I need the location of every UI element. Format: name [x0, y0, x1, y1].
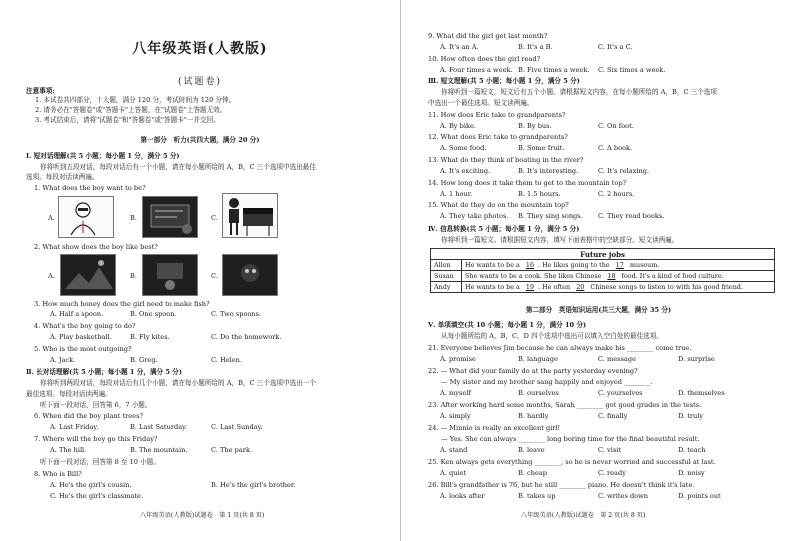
section5-heading: Ⅴ. 单项填空(共 10 小题；每小题 1 分，满分 10 分): [428, 321, 587, 329]
row-content: [462, 271, 775, 282]
section1-heading: Ⅰ. 短对话理解(共 5 小题；每小题 1 分，满分 5 分): [26, 152, 180, 160]
q1-option-c: C.: [211, 214, 218, 222]
q5-option-a: A. Jack.: [50, 356, 76, 364]
future-jobs-table: [430, 248, 775, 293]
blank-20[interactable]: 20: [576, 283, 585, 291]
q4-option-a: A. Play basketball.: [50, 333, 112, 341]
row-text: museum.: [629, 261, 660, 269]
note-2: 2. 请务必在"答题卷"或"答题卡"上答题，在"试题卷"上答题无效。: [35, 106, 227, 114]
q4-option-b: B. Fly kites.: [130, 333, 170, 341]
notes-heading: 注意事项:: [26, 87, 55, 95]
note-1: 1. 本试卷共四部分，十大题，满分 120 分，考试时间为 120 分钟。: [35, 96, 236, 104]
section2-heading: Ⅱ. 长对话理解(共 5 小题；每小题 1 分，满分 5 分): [26, 368, 183, 376]
q9-option-c: C. It's a C.: [598, 43, 633, 51]
question-6: 6. When did the boy plant trees?: [34, 412, 143, 420]
q22-option-c: C. yourselves: [598, 389, 643, 397]
q23-option-c: C. finally: [598, 412, 628, 420]
q15-option-a: A. They take photos.: [440, 212, 509, 220]
q24-option-c: C. visit: [598, 446, 621, 454]
q24-option-a: A. stand: [440, 446, 468, 454]
q2-image-c: [222, 254, 278, 296]
section4-heading: Ⅳ. 信息转换(共 5 小题；每小题 1 分，满分 5 分): [428, 225, 580, 233]
q26-option-d: D. points out: [678, 492, 721, 500]
q5-option-b: B. Greg.: [130, 356, 158, 364]
q3-option-a: A. Half a spoon.: [50, 310, 104, 318]
q12-option-b: B. Some fruit.: [518, 144, 565, 152]
question-1: 1. What does the boy want to be?: [34, 184, 146, 192]
part1-heading: 第一部分 听力(共四大题，满分 20 分): [140, 136, 260, 144]
section1-instruction-cont: 选项。每段对话读两遍。: [26, 173, 99, 181]
q8-option-a: A. He's the girl's cousin.: [50, 481, 132, 489]
q23-option-d: D. truly: [678, 412, 704, 420]
table-row: [431, 282, 775, 293]
q7-option-b: B. The mountain.: [130, 446, 188, 454]
q24-option-b: B. leave: [518, 446, 545, 454]
q2-image-b: [142, 254, 198, 296]
section2-instruction: 你将听到两段对话，每段对话后有几个小题，请在每小题所给的 A，B，C 三个选项中选出一个: [40, 379, 316, 387]
q22-option-b: B. ourselves: [518, 389, 559, 397]
q13-option-b: B. It's interesting.: [518, 167, 579, 175]
q26-option-b: B. takes up: [518, 492, 556, 500]
q2-option-c: C.: [211, 272, 218, 280]
question-25: 25. Ken always gets everything ________, so he is never worried and successful at last.: [428, 458, 716, 466]
row-text: He wants to be a: [465, 283, 520, 291]
question-11: 11. How does Eric take to grandparents?: [428, 111, 566, 119]
question-14: 14. How long does it take them to get to the mountain top?: [428, 179, 627, 187]
q6-option-c: C. Last Sunday.: [211, 423, 263, 431]
row-text: Chinese songs to listen to with his good friend.: [590, 283, 743, 291]
blank-17[interactable]: 17: [615, 261, 624, 269]
question-10: 10. How often does the girl read?: [428, 55, 541, 63]
q10-option-b: B. Five times a week.: [518, 66, 590, 74]
question-9: 9. What did the girl get last month?: [428, 32, 548, 40]
q2-option-a: A.: [48, 272, 55, 280]
table-row: [431, 260, 775, 271]
section3-instruction: 你将听到一篇短文，短文后有五个小题。请根据短文内容，在每小题所给的 A，B，C 三个选项: [441, 88, 717, 96]
right-footer: 八年级英语(人教版)试题卷 第 2 页(共 8 页): [521, 512, 646, 519]
question-4: 4. What's the boy going to do?: [34, 322, 136, 330]
section3-heading: Ⅲ. 短文理解(共 5 小题；每小题 1 分，满分 5 分): [428, 77, 580, 85]
question-15: 15. What do they do on the mountain top?: [428, 201, 569, 209]
part2-heading: 第二部分 英语知识运用(共三大题，满分 35 分): [525, 306, 672, 314]
q15-option-b: B. They sing songs.: [518, 212, 583, 220]
exam-subtitle: (试题卷): [177, 77, 223, 87]
q26-option-a: A. looks after: [440, 492, 485, 500]
q10-option-c: C. Six times a week.: [598, 66, 666, 74]
q25-option-b: B. cheap: [518, 469, 548, 477]
row-content: [462, 282, 775, 293]
q14-option-b: B. 1.5 hours.: [518, 190, 561, 198]
section2-instruction-cont: 最佳选项。每段对话读两遍。: [26, 390, 112, 398]
row-text: She wants to be a cook. She likes Chinese: [465, 272, 602, 280]
q3-option-c: C. Two spoons.: [211, 310, 262, 318]
q3-option-b: B. One spoon.: [130, 310, 177, 318]
question-12: 12. What does Eric take to grandparents?: [428, 133, 568, 141]
row-content: [462, 260, 775, 271]
question-8: 8. Who is Bill?: [34, 470, 82, 478]
blank-19[interactable]: 19: [525, 283, 535, 291]
row-name: Andy: [431, 282, 462, 293]
q8-option-b: B. He's the girl's brother.: [211, 481, 296, 489]
q22-option-d: D. themselves: [678, 389, 725, 397]
q25-option-a: A. quiet: [440, 469, 467, 477]
row-name: Susan: [431, 271, 462, 282]
section2-subheading-2: 听下面一段对话，回答第 8 至 10 小题。: [40, 458, 160, 466]
table-title: Future jobs: [431, 249, 775, 260]
right-page: [403, 0, 794, 541]
table-row: [431, 271, 775, 282]
q22-option-a: A. myself: [440, 389, 471, 397]
question-5: 5. Who is the most outgoing?: [34, 345, 132, 353]
row-text: food. It's a kind of food culture.: [621, 272, 724, 280]
q1-image-a: [58, 196, 114, 238]
q15-option-c: C. They read books.: [598, 212, 665, 220]
question-24: 24. — Minnie is really an excellent girl!: [428, 424, 561, 432]
section1-instruction: 你将听到五段对话，每段对话后有一个小题，请在每小题所给的 A，B，C 三个选项中选出最佳: [40, 163, 316, 171]
question-13: 13. What do they think of boating in the river?: [428, 156, 584, 164]
q9-option-b: B. It's a B.: [518, 43, 553, 51]
q4-option-c: C. Do the homework.: [211, 333, 282, 341]
left-footer: 八年级英语(人教版)试题卷 第 1 页(共 8 页): [140, 512, 265, 519]
q23-option-b: B. hardly: [518, 412, 549, 420]
q1-option-b: B.: [130, 214, 137, 222]
q21-option-c: C. message: [598, 355, 636, 363]
q6-option-a: A. Last Friday.: [50, 423, 99, 431]
q14-option-a: A. 1 hour.: [440, 190, 473, 198]
q8-option-c: C. He's the girl's classmate.: [50, 492, 144, 500]
section4-instruction: 你将听到一篇短文。请根据短文内容，填写下面表格中的空缺部分。短文读两遍。: [441, 236, 679, 244]
q2-image-a: [60, 254, 116, 296]
note-3: 3. 考试结束后，请将"试题卷"和"答题卷"或"答题卡"一并交回。: [35, 116, 220, 124]
question-26: 26. Bill's grandfather is 76, but he still ________ piano. He doesn't think it's late.: [428, 481, 695, 489]
q10-option-a: A. Four times a week.: [440, 66, 513, 74]
q12-option-c: C. A book.: [598, 144, 633, 152]
q21-option-a: A. promise: [440, 355, 476, 363]
q9-option-a: A. It's an A.: [440, 43, 479, 51]
section2-subheading-1: 听下面一段对话，回答第 6，7 小题。: [40, 401, 152, 409]
row-text: He wants to be a: [465, 261, 520, 269]
q24-option-d: D. teach: [678, 446, 706, 454]
q7-option-a: A. The hill.: [50, 446, 87, 454]
q2-option-b: B.: [130, 272, 137, 280]
q1-image-b: [142, 196, 198, 238]
q13-option-a: A. It's exciting.: [440, 167, 491, 175]
q25-option-d: D. noisy: [678, 469, 705, 477]
q14-option-c: C. 2 hours.: [598, 190, 635, 198]
blank-18[interactable]: 18: [607, 272, 616, 280]
q11-option-c: C. On foot.: [598, 122, 634, 130]
question-2: 2. What show does the boy like best?: [34, 243, 158, 251]
blank-16[interactable]: 16: [525, 261, 535, 269]
q21-option-d: D. surprise: [678, 355, 715, 363]
page-divider: [400, 0, 401, 541]
q6-option-b: B. Last Saturday.: [130, 423, 188, 431]
question-7: 7. Where will the boy go this Friday?: [34, 435, 158, 443]
q11-option-a: A. By bike.: [440, 122, 476, 130]
question-24-reply: — Yes. She can always ________ long boring time for the final beautiful result.: [441, 435, 700, 443]
q7-option-c: C. The park.: [211, 446, 253, 454]
question-21: 21. Everyone believes Jim because he can always make his ________ come true.: [428, 344, 692, 352]
q11-option-b: B. By bus.: [518, 122, 552, 130]
row-name: Allen: [431, 260, 462, 271]
exam-title: 八年级英语(人教版): [132, 41, 268, 57]
q1-option-a: A.: [48, 214, 55, 222]
question-22: 22. — What did your family do at the party yesterday evening?: [428, 367, 638, 375]
q1-image-c: [222, 193, 278, 238]
row-text: . He often: [538, 283, 571, 291]
question-23: 23. After working hard some months, Sarah ________ got good grades in the tests.: [428, 401, 702, 409]
section5-instruction: 从每小题所给的 A，B，C，D 四个选项中选出可以填入空白处的最佳选项。: [441, 332, 663, 340]
q26-option-c: C. writes down: [598, 492, 649, 500]
question-3: 3. How much honey does the girl need to make fish?: [34, 300, 210, 308]
q5-option-c: C. Helen.: [211, 356, 243, 364]
question-22-reply: — My sister and my brother sang happily and enjoyed ________.: [441, 378, 653, 386]
q13-option-c: C. It's relaxing.: [598, 167, 650, 175]
q12-option-a: A. Some food.: [440, 144, 487, 152]
q21-option-b: B. language: [518, 355, 558, 363]
q23-option-a: A. simply: [440, 412, 471, 420]
section3-instruction-cont: 中选出一个最佳选项。短文读两遍。: [428, 99, 534, 107]
q25-option-c: C. ready: [598, 469, 626, 477]
row-text: . He likes going to the: [538, 261, 610, 269]
